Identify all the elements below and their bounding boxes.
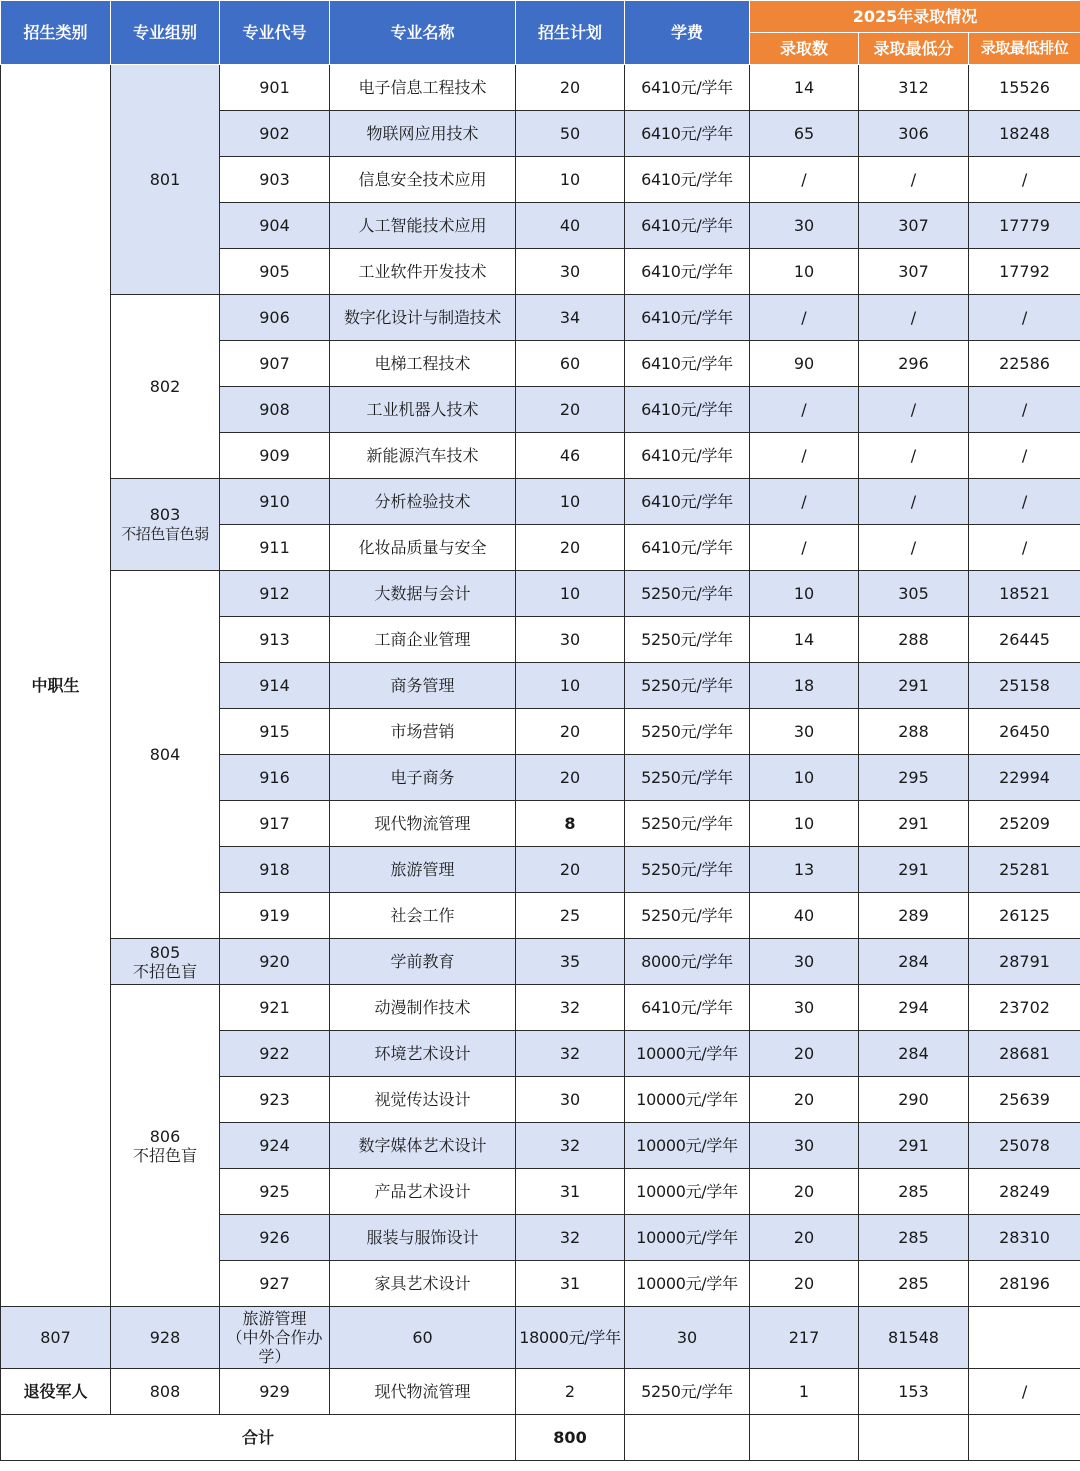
table-row: 退役军人 808 929 现代物流管理 2 5250元/学年 1 153 / <box>1 1369 1080 1415</box>
header-plan: 招生计划 <box>516 1 625 65</box>
table-row: 802 906 数字化设计与制造技术 34 6410元/学年 / / / <box>1 295 1080 341</box>
group-803: 803 不招色盲色弱 <box>111 479 220 571</box>
table-row: 923 视觉传达设计 30 10000元/学年 20 290 25639 <box>1 1077 1080 1123</box>
table-row: 907 电梯工程技术 60 6410元/学年 90 296 22586 <box>1 341 1080 387</box>
header-tuition: 学费 <box>625 1 750 65</box>
group-808: 808 <box>111 1369 220 1415</box>
table-row: 917 现代物流管理 8 5250元/学年 10 291 25209 <box>1 801 1080 847</box>
header-min-rank: 录取最低排位 <box>969 33 1080 65</box>
header-min-score: 录取最低分 <box>859 33 969 65</box>
category-vocational: 中职生 <box>1 65 111 1307</box>
table-row: 902 物联网应用技术 50 6410元/学年 65 306 18248 <box>1 111 1080 157</box>
table-row: 926 服装与服饰设计 32 10000元/学年 20 285 28310 <box>1 1215 1080 1261</box>
group-805: 805 不招色盲 <box>111 939 220 985</box>
table-row: 904 人工智能技术应用 40 6410元/学年 30 307 17779 <box>1 203 1080 249</box>
header-name: 专业名称 <box>330 1 516 65</box>
table-row: 903 信息安全技术应用 10 6410元/学年 / / / <box>1 157 1080 203</box>
group-806: 806 不招色盲 <box>111 985 220 1307</box>
header-code: 专业代号 <box>220 1 330 65</box>
table-row: 807 928 旅游管理 （中外合作办学） 60 18000元/学年 30 217 81548 <box>1 1307 1080 1369</box>
table-row: 中职生 801 901 电子信息工程技术 20 6410元/学年 14 312 15526 <box>1 65 1080 111</box>
header-admitted: 录取数 <box>750 33 859 65</box>
table-row: 905 工业软件开发技术 30 6410元/学年 10 307 17792 <box>1 249 1080 295</box>
table-row: 803 不招色盲色弱 910 分析检验技术 10 6410元/学年 / / / <box>1 479 1080 525</box>
table-row: 804 912 大数据与会计 10 5250元/学年 10 305 18521 <box>1 571 1080 617</box>
table-row: 806 不招色盲 921 动漫制作技术 32 6410元/学年 30 294 23702 <box>1 985 1080 1031</box>
category-veteran: 退役军人 <box>1 1369 111 1415</box>
header-admission: 2025年录取情况 <box>750 1 1080 33</box>
table-row: 909 新能源汽车技术 46 6410元/学年 / / / <box>1 433 1080 479</box>
table-row: 915 市场营销 20 5250元/学年 30 288 26450 <box>1 709 1080 755</box>
table-row: 913 工商企业管理 30 5250元/学年 14 288 26445 <box>1 617 1080 663</box>
group-804: 804 <box>111 571 220 939</box>
table-row: 908 工业机器人技术 20 6410元/学年 / / / <box>1 387 1080 433</box>
group-801: 801 <box>111 65 220 295</box>
total-row <box>1 1415 1080 1461</box>
group-807: 807 <box>1 1307 111 1369</box>
table-row: 916 电子商务 20 5250元/学年 10 295 22994 <box>1 755 1080 801</box>
header-group: 专业组别 <box>111 1 220 65</box>
total-plan: 800 <box>516 1415 625 1461</box>
header-category: 招生类别 <box>1 1 111 65</box>
total-label: 合计 <box>1 1415 516 1461</box>
table-row: 911 化妆品质量与安全 20 6410元/学年 / / / <box>1 525 1080 571</box>
table-row: 918 旅游管理 20 5250元/学年 13 291 25281 <box>1 847 1080 893</box>
table-row: 927 家具艺术设计 31 10000元/学年 20 285 28196 <box>1 1261 1080 1307</box>
group-802: 802 <box>111 295 220 479</box>
table-row: 922 环境艺术设计 32 10000元/学年 20 284 28681 <box>1 1031 1080 1077</box>
table-row: 924 数字媒体艺术设计 32 10000元/学年 30 291 25078 <box>1 1123 1080 1169</box>
table-row: 914 商务管理 10 5250元/学年 18 291 25158 <box>1 663 1080 709</box>
table-row: 925 产品艺术设计 31 10000元/学年 20 285 28249 <box>1 1169 1080 1215</box>
table-row: 919 社会工作 25 5250元/学年 40 289 26125 <box>1 893 1080 939</box>
table-row: 805 不招色盲 920 学前教育 35 8000元/学年 30 284 28791 <box>1 939 1080 985</box>
